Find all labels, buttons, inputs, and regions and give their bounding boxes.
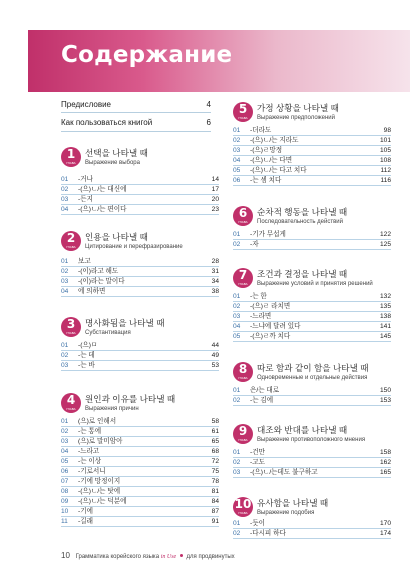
item-number: 06: [61, 468, 69, 475]
toc-row[interactable]: [233, 166, 391, 176]
chapter-subtitle: Одновременные и отдельные действия: [257, 375, 368, 381]
toc-row[interactable]: [233, 396, 391, 406]
chapter-subtitle: Выражения причин: [85, 406, 139, 412]
item-page: 122: [379, 231, 391, 238]
toc-row[interactable]: [61, 175, 219, 185]
item-number: 02: [61, 352, 69, 359]
item-page: 98: [383, 127, 391, 134]
item-number: 01: [233, 231, 241, 238]
toc-row[interactable]: [233, 156, 391, 166]
item-number: 03: [233, 469, 241, 476]
chapter-number-badge: [61, 231, 81, 251]
item-title: 에 의하면: [78, 288, 106, 295]
chapter-title[interactable]: 대조와 반대를 나타낼 때: [257, 425, 348, 435]
chapter-items: [233, 126, 391, 186]
item-page: 28: [211, 258, 219, 265]
toc-row[interactable]: [233, 176, 391, 186]
item-page: 81: [211, 488, 219, 495]
chapter-title[interactable]: 가정 상황을 나타낼 때: [257, 103, 339, 113]
book-title: Грамматика корейского языка: [75, 554, 160, 560]
toc-row[interactable]: [61, 517, 219, 527]
item-title: -(으)ㅁ: [78, 342, 98, 349]
item-number: 07: [61, 478, 69, 485]
chapter-caption: ГЛАВА: [238, 511, 248, 515]
toc-row[interactable]: [61, 257, 219, 267]
item-title: -기에: [78, 508, 93, 515]
item-number: 06: [233, 177, 241, 184]
item-page: 20: [211, 196, 219, 203]
chapter-items: [233, 386, 391, 406]
toc-row[interactable]: [233, 136, 391, 146]
item-number: 01: [233, 387, 241, 394]
chapter-number-badge: [233, 362, 253, 382]
item-title: (으)로 말미암아: [78, 438, 123, 445]
chapter-number-badge: [233, 206, 253, 226]
item-number: 04: [61, 288, 69, 295]
item-number: 01: [233, 127, 241, 134]
page-title: Содержание: [61, 42, 233, 68]
toc-row[interactable]: [233, 458, 391, 468]
chapter-caption: ГЛАВА: [238, 116, 248, 120]
toc-row[interactable]: [233, 240, 391, 250]
item-title: -(으)ㄴ/는 지라도: [250, 137, 299, 144]
item-number: 01: [233, 293, 241, 300]
chapter-number: 5: [238, 102, 248, 116]
chapter-title[interactable]: 따로 함과 같이 함을 나타낼 때: [257, 363, 369, 373]
item-title: -(으)ㄴ/는 다고 치다: [250, 167, 307, 174]
item-title: -(으)ㄴ/는 덕분에: [78, 498, 127, 505]
chapter-number-badge: [61, 317, 81, 337]
chapter-items: [61, 257, 219, 297]
chapter-number-badge: [233, 497, 253, 517]
item-page: 84: [211, 498, 219, 505]
item-number: 01: [61, 258, 69, 265]
divider: [61, 112, 211, 113]
chapter-number: 9: [238, 424, 248, 438]
item-page: 108: [379, 157, 391, 164]
item-title: -길래: [78, 518, 93, 525]
chapter-number-badge: [233, 424, 253, 444]
howto-label: Как пользоваться книгой: [61, 118, 153, 127]
item-number: 02: [233, 303, 241, 310]
item-page: 44: [211, 342, 219, 349]
chapter-items: [233, 230, 391, 250]
page-number: 10: [61, 551, 70, 560]
chapter-items: [61, 417, 219, 527]
toc-row[interactable]: [233, 146, 391, 156]
chapter-number: 4: [66, 393, 76, 407]
chapter-subtitle: Выражение противоположного мнения: [257, 437, 366, 443]
toc-row[interactable]: [61, 477, 219, 487]
item-page: 158: [379, 449, 391, 456]
item-number: 02: [61, 186, 69, 193]
chapter-title[interactable]: 순차적 행동을 나타낼 때: [257, 207, 348, 217]
chapter-items: [233, 519, 391, 539]
item-title: -기가 무섭게: [250, 231, 286, 238]
chapter-caption: ГЛАВА: [238, 438, 248, 442]
item-number: 09: [61, 498, 69, 505]
item-title: -다시피 하다: [250, 530, 286, 537]
toc-row[interactable]: [233, 322, 391, 332]
item-title: -(으)ㄹ까 치다: [250, 333, 291, 340]
item-number: 04: [61, 206, 69, 213]
toc-row[interactable]: [233, 448, 391, 458]
chapter-items: [233, 292, 391, 342]
chapter-caption: ГЛАВА: [238, 220, 248, 224]
toc-row[interactable]: [61, 427, 219, 437]
item-page: 53: [211, 362, 219, 369]
item-number: 05: [233, 167, 241, 174]
toc-row[interactable]: [61, 341, 219, 351]
item-title: -(으)ㄹ 라치면: [250, 303, 291, 310]
toc-row[interactable]: [61, 497, 219, 507]
chapter-subtitle: Выражение условий и принятия решений: [257, 281, 373, 287]
item-title: -는 김에: [250, 397, 274, 404]
item-page: 72: [211, 458, 219, 465]
item-number: 01: [61, 418, 69, 425]
item-number: 03: [61, 278, 69, 285]
item-page: 174: [379, 530, 391, 537]
item-title: -느라고: [78, 448, 100, 455]
item-title: (으)로 인해서: [78, 418, 117, 425]
item-number: 02: [233, 137, 241, 144]
item-title: -더라도: [250, 127, 272, 134]
item-number: 03: [233, 313, 241, 320]
book-level: для продвинутых: [186, 554, 235, 560]
chapter-number-badge: [233, 268, 253, 288]
toc-row[interactable]: [61, 447, 219, 457]
toc-row[interactable]: [61, 277, 219, 287]
item-number: 02: [233, 241, 241, 248]
chapter-items: [61, 175, 219, 215]
item-page: 112: [380, 167, 391, 174]
chapter-title[interactable]: 조건과 결정을 나타낼 때: [257, 269, 348, 279]
toc-row[interactable]: [61, 507, 219, 517]
item-title: -는 데: [78, 352, 95, 359]
divider: [61, 131, 211, 132]
item-page: 23: [211, 206, 219, 213]
item-number: 02: [233, 530, 241, 537]
item-title: -(이)라고 해도: [78, 268, 119, 275]
chapter-caption: ГЛАВА: [66, 407, 76, 411]
item-title: -(으)ㄴ/는 편이다: [78, 206, 127, 213]
item-number: 04: [233, 323, 241, 330]
item-page: 75: [211, 468, 219, 475]
toc-row[interactable]: [233, 230, 391, 240]
item-title: -는 바: [78, 362, 95, 369]
chapter-caption: ГЛАВА: [66, 331, 76, 335]
toc-row[interactable]: [61, 185, 219, 195]
chapter-number: 8: [238, 362, 248, 376]
item-page: 116: [380, 177, 391, 184]
item-page: 135: [379, 303, 391, 310]
chapter-number: 6: [238, 206, 248, 220]
chapter-number: 1: [66, 147, 76, 161]
item-number: 05: [233, 333, 241, 340]
item-page: 65: [211, 438, 219, 445]
item-page: 49: [211, 352, 219, 359]
item-page: 58: [211, 418, 219, 425]
chapter-caption: ГЛАВА: [238, 376, 248, 380]
item-number: 03: [61, 196, 69, 203]
item-title: -는 이상: [78, 458, 102, 465]
item-title: -느냐에 달려 있다: [250, 323, 301, 330]
chapter-subtitle: Субстантивация: [85, 330, 131, 336]
item-title: -는 통에: [78, 428, 102, 435]
toc-row[interactable]: [61, 417, 219, 427]
item-title: -듯이: [250, 520, 265, 527]
item-page: 165: [379, 469, 391, 476]
item-title: -느라면: [250, 313, 272, 320]
chapter-number: 7: [238, 268, 248, 282]
in-use-logo: in Use: [160, 554, 177, 560]
toc-row[interactable]: [233, 529, 391, 539]
item-number: 03: [233, 147, 241, 154]
item-title: -는 셈 치다: [250, 177, 282, 184]
toc-row[interactable]: [233, 386, 391, 396]
item-page: 170: [379, 520, 391, 527]
item-title: -건만: [250, 449, 265, 456]
item-page: 31: [211, 268, 219, 275]
item-number: 02: [233, 397, 241, 404]
item-title: -(으)ㄴ/는데도 불구하고: [250, 469, 318, 476]
item-page: 150: [379, 387, 391, 394]
item-title: -(으)ㄴ/는 대신에: [78, 186, 127, 193]
preface-label: Предисловие: [61, 100, 111, 109]
item-title: -고도: [250, 459, 265, 466]
page-footer: [61, 551, 235, 560]
bullet-dot: [180, 554, 183, 557]
item-page: 34: [211, 278, 219, 285]
toc-row[interactable]: [61, 361, 219, 371]
item-number: 04: [61, 448, 69, 455]
chapter-subtitle: Выражение предположений: [257, 115, 335, 121]
item-page: 125: [379, 241, 391, 248]
item-page: 138: [379, 313, 391, 320]
howto-entry[interactable]: [61, 118, 211, 127]
toc-row[interactable]: [61, 467, 219, 477]
toc-row[interactable]: [61, 487, 219, 497]
toc-row[interactable]: [233, 302, 391, 312]
toc-row[interactable]: [61, 437, 219, 447]
item-title: -기로서니: [78, 468, 106, 475]
item-page: 14: [211, 176, 219, 183]
item-number: 02: [61, 268, 69, 275]
item-page: 153: [379, 397, 391, 404]
toc-row[interactable]: [61, 205, 219, 215]
toc-row[interactable]: [233, 468, 391, 478]
item-number: 11: [61, 518, 68, 525]
item-title: -는 한: [250, 293, 267, 300]
item-title: -(이)라는 말이다: [78, 278, 125, 285]
item-title: -기에 망정이지: [78, 478, 121, 485]
item-title: -든지: [78, 196, 93, 203]
chapter-subtitle: Последовательность действий: [257, 219, 343, 225]
chapter-number-badge: [61, 393, 81, 413]
item-title: -(으)ㄴ/는 탓에: [78, 488, 121, 495]
chapter-number: 2: [66, 231, 76, 245]
toc-row[interactable]: [61, 287, 219, 297]
item-page: 38: [211, 288, 219, 295]
item-number: 08: [61, 488, 69, 495]
item-page: 101: [379, 137, 391, 144]
chapter-title[interactable]: 원인과 이유를 나타낼 때: [85, 394, 176, 404]
toc-row[interactable]: [233, 292, 391, 302]
item-number: 10: [61, 508, 69, 515]
item-page: 105: [379, 147, 391, 154]
chapter-caption: ГЛАВА: [238, 282, 248, 286]
item-title: -(으)ㄹ망정: [250, 147, 283, 154]
item-number: 04: [233, 157, 241, 164]
toc-row[interactable]: [61, 267, 219, 277]
item-page: 17: [211, 186, 219, 193]
chapter-subtitle: Выражение выбора: [85, 160, 140, 166]
toc-row[interactable]: [233, 332, 391, 342]
chapter-items: [61, 341, 219, 371]
chapter-title[interactable]: 유사함을 나타낼 때: [257, 498, 329, 508]
item-page: 132: [379, 293, 391, 300]
toc-row[interactable]: [233, 312, 391, 322]
item-page: 141: [379, 323, 391, 330]
chapter-subtitle: Выражение подобия: [257, 510, 315, 516]
item-number: 03: [61, 362, 69, 369]
item-number: 03: [61, 438, 69, 445]
item-number: 05: [61, 458, 69, 465]
chapter-number: 3: [66, 317, 76, 331]
item-page: 162: [379, 459, 391, 466]
item-number: 01: [233, 449, 241, 456]
chapter-number-badge: [233, 102, 253, 122]
toc-row[interactable]: [61, 351, 219, 361]
toc-row[interactable]: [61, 457, 219, 467]
item-title: 보고: [78, 258, 91, 265]
chapter-title[interactable]: 명사화됨을 나타낼 때: [85, 318, 165, 328]
item-number: 02: [61, 428, 69, 435]
item-number: 01: [233, 520, 241, 527]
item-number: 01: [61, 342, 69, 349]
preface-entry[interactable]: [61, 100, 211, 109]
chapter-title[interactable]: 선택을 나타낼 때: [85, 148, 148, 158]
item-page: 87: [211, 508, 219, 515]
item-title: -거나: [78, 176, 93, 183]
item-page: 68: [211, 448, 219, 455]
item-title: -자: [250, 241, 259, 248]
chapter-subtitle: Цитирование и перефразирование: [85, 244, 183, 250]
item-title: 은/는 대로: [250, 387, 280, 394]
chapter-caption: ГЛАВА: [66, 161, 76, 165]
howto-page: 6: [206, 118, 211, 127]
item-number: 02: [233, 459, 241, 466]
item-number: 01: [61, 176, 69, 183]
item-page: 91: [211, 518, 219, 525]
chapter-number: 10: [234, 497, 252, 511]
chapter-title[interactable]: 인용을 나타낼 때: [85, 232, 148, 242]
toc-row[interactable]: [61, 195, 219, 205]
preface-page: 4: [206, 100, 211, 109]
item-page: 61: [211, 428, 219, 435]
item-page: 78: [211, 478, 219, 485]
chapter-items: [233, 448, 391, 478]
toc-row[interactable]: [233, 519, 391, 529]
item-title: -(으)ㄴ/는 다면: [250, 157, 293, 164]
chapter-caption: ГЛАВА: [66, 245, 76, 249]
toc-row[interactable]: [233, 126, 391, 136]
item-page: 145: [379, 333, 391, 340]
chapter-number-badge: [61, 147, 81, 167]
